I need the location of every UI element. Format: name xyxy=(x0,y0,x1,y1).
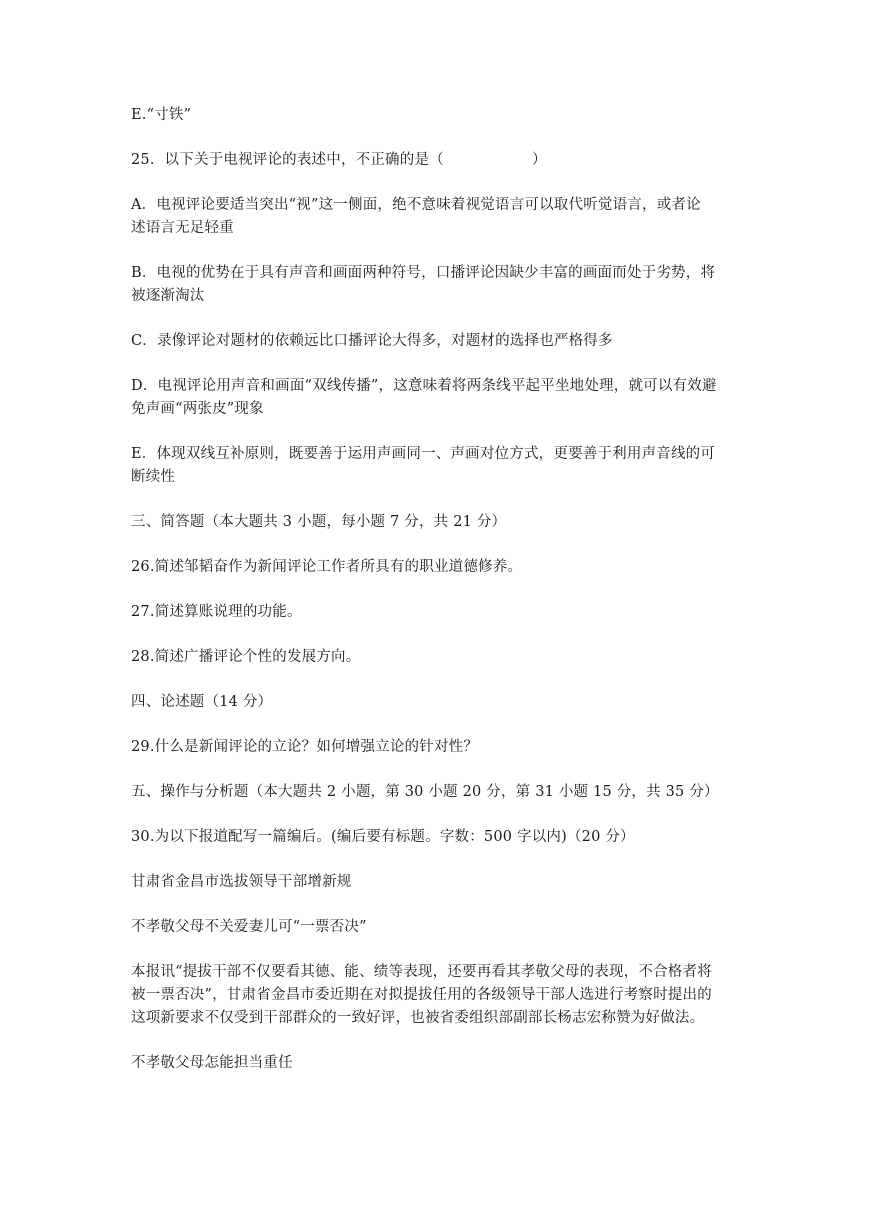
news-section-title xyxy=(131,1052,741,1075)
text-line: 27.简述算账说理的功能。 xyxy=(131,604,302,620)
q25-option-d xyxy=(131,375,741,421)
text-line: 甘肃省金昌市选拔领导干部增新规 xyxy=(131,874,352,890)
text-line: 断续性 xyxy=(131,469,176,485)
text-line: 免声画“两张皮”现象 xyxy=(131,401,264,417)
question-29 xyxy=(131,736,741,759)
question-25 xyxy=(131,149,741,172)
text-line: D．电视评论用声音和画面“双线传播”，这意味着将两条线平起平坐地处理，就可以有效避 xyxy=(131,378,717,394)
q25-option-e xyxy=(131,443,741,489)
text-line: 28.简述广播评论个性的发展方向。 xyxy=(131,649,361,665)
text-line: 30.为以下报道配写一篇编后。(编后要有标题。字数：500 字以内)（20 分） xyxy=(131,829,635,845)
text-line: 29.什么是新闻评论的立论？如何增强立论的针对性？ xyxy=(131,739,479,755)
q25-option-c xyxy=(131,330,741,353)
text-line: E．体现双线互补原则，既要善于运用声画同一、声画对位方式，更要善于利用声音线的可 xyxy=(131,446,716,462)
document-page xyxy=(131,104,741,1097)
section-3-heading xyxy=(131,511,741,534)
q25-option-b xyxy=(131,262,741,308)
text-line: 四、论述题（14 分） xyxy=(131,694,273,710)
question-28 xyxy=(131,646,741,669)
question-30 xyxy=(131,826,741,849)
text-line: 被逐渐淘汰 xyxy=(131,288,205,304)
text-line: 这项新要求不仅受到干部群众的一致好评，也被省委组织部副部长杨志宏称赞为好做法。 xyxy=(131,1010,705,1026)
section-5-heading xyxy=(131,781,741,804)
text-line: 不孝敬父母怎能担当重任 xyxy=(131,1055,293,1071)
option-e-cuntie xyxy=(131,104,741,127)
text-line: 五、操作与分析题（本大题共 2 小题，第 30 小题 20 分，第 31 小题 15 分，共 35 分） xyxy=(131,784,719,800)
news-body xyxy=(131,961,741,1030)
question-26 xyxy=(131,556,741,579)
text-line: 三、简答题（本大题共 3 小题，每小题 7 分，共 21 分） xyxy=(131,514,507,530)
text-line: 不孝敬父母不关爱妻儿可“一票否决” xyxy=(131,919,367,935)
section-4-heading xyxy=(131,691,741,714)
news-headline xyxy=(131,871,741,894)
text-line: E.“寸铁” xyxy=(131,107,192,123)
news-subheadline xyxy=(131,916,741,939)
text-line: B．电视的优势在于具有声音和画面两种符号，口播评论因缺少丰富的画面而处于劣势，将 xyxy=(131,265,716,281)
text-line: 本报讯“提拔干部不仅要看其德、能、绩等表现，还要再看其孝敬父母的表现，不合格者将 xyxy=(131,964,712,980)
text-line: 26.简述邹韬奋作为新闻评论工作者所具有的职业道德修养。 xyxy=(131,559,523,575)
text-line: 25．以下关于电视评论的表述中，不正确的是（ ） xyxy=(131,152,547,168)
q25-option-a xyxy=(131,194,741,240)
text-line: C．录像评论对题材的依赖远比口播评论大得多，对题材的选择也严格得多 xyxy=(131,333,613,349)
text-line: 被一票否决”，甘肃省金昌市委近期在对拟提拔任用的各级领导干部人选进行考察时提出的 xyxy=(131,987,712,1003)
question-27 xyxy=(131,601,741,624)
text-line: A．电视评论要适当突出“视”这一侧面，绝不意味着视觉语言可以取代听觉语言，或者论 xyxy=(131,197,701,213)
text-line: 述语言无足轻重 xyxy=(131,220,234,236)
